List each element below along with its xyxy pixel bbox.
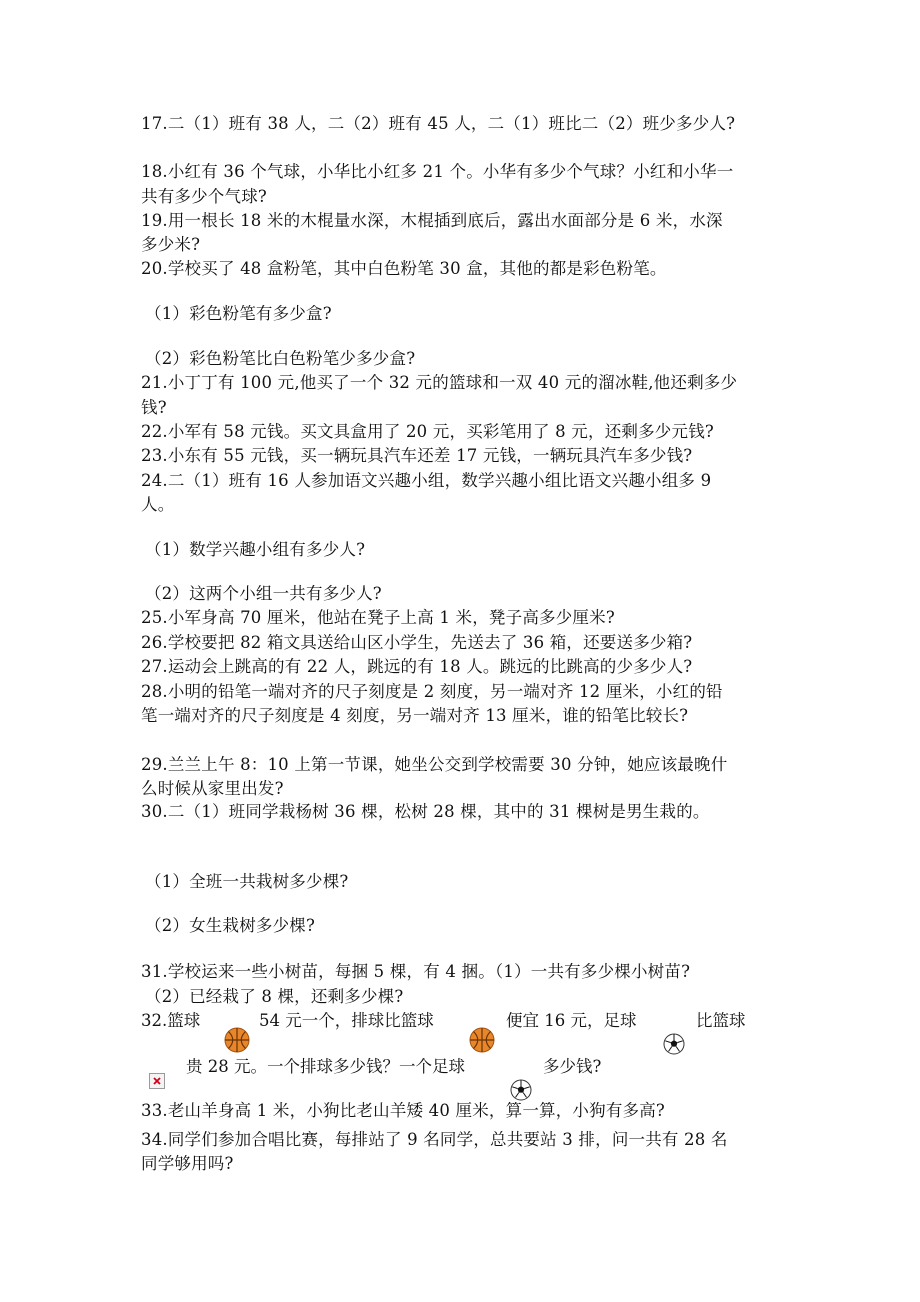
question-18-line-2: 共有多少个气球? (141, 187, 267, 206)
question-32-text-1: 32.篮球 (141, 1011, 201, 1030)
question-19-line-1: 19.用一根长 18 米的木棍量水深，木棍插到底后，露出水面部分是 6 米，水深 (141, 211, 723, 230)
question-31-line-2: （2）已经栽了 8 棵，还剩多少棵? (145, 987, 404, 1006)
question-28-line-2: 笔一端对齐的尺子刻度是 4 刻度，另一端对齐 13 厘米，谁的铅笔比较长? (141, 706, 689, 725)
question-24-part-2: （2）这两个小组一共有多少人? (145, 584, 382, 603)
question-28-line-1: 28.小明的铅笔一端对齐的尺子刻度是 2 刻度，另一端对齐 12 厘米，小红的铅 (141, 682, 723, 701)
question-26: 26.学校要把 82 箱文具送给山区小学生，先送去了 36 箱，还要送多少箱? (141, 633, 693, 652)
question-22: 22.小军有 58 元钱。买文具盒用了 20 元，买彩笔用了 8 元，还剩多少元钱? (141, 422, 714, 441)
question-19-line-2: 多少米? (141, 235, 201, 254)
question-32-text-2: 54 元一个，排球比篮球 (259, 1011, 434, 1030)
question-23: 23.小东有 55 元钱，买一辆玩具汽车还差 17 元钱，一辆玩具汽车多少钱? (141, 446, 693, 465)
question-30-part-1: （1）全班一共栽树多少棵? (145, 872, 349, 891)
question-17: 17.二（1）班有 38 人，二（2）班有 45 人，二（1）班比二（2）班少多少人? (141, 114, 736, 133)
question-21-line-2: 钱? (141, 398, 167, 417)
question-32-text-5: 贵 28 元。一个排球多少钱？一个足球 (186, 1057, 465, 1076)
question-30: 30.二（1）班同学栽杨树 36 棵，松树 28 棵，其中的 31 棵树是男生栽的。 (141, 802, 710, 821)
basketball-icon (469, 1027, 495, 1057)
question-32-text-3: 便宜 16 元，足球 (506, 1011, 637, 1030)
question-24-line-2: 人。 (141, 495, 175, 514)
question-20: 20.学校买了 48 盒粉笔，其中白色粉笔 30 盒，其他的都是彩色粉笔。 (141, 259, 667, 278)
question-21-line-1: 21.小丁丁有 100 元,他买了一个 32 元的篮球和一双 40 元的溜冰鞋,他还剩多少 (141, 373, 738, 392)
question-20-part-1: （1）彩色粉笔有多少盒? (145, 304, 332, 323)
question-30-part-2: （2）女生栽树多少棵? (145, 916, 316, 935)
question-20-part-2: （2）彩色粉笔比白色粉笔少多少盒? (145, 349, 416, 368)
question-29-line-1: 29.兰兰上午 8：10 上第一节课，她坐公交到学校需要 30 分钟，她应该最晚什 (141, 755, 728, 774)
question-25: 25.小军身高 70 厘米，他站在凳子上高 1 米，凳子高多少厘米? (141, 608, 615, 627)
question-29-line-2: 么时候从家里出发? (141, 779, 284, 798)
question-27: 27.运动会上跳高的有 22 人，跳远的有 18 人。跳远的比跳高的少多少人? (141, 657, 693, 676)
soccer-ball-icon (663, 1033, 685, 1059)
basketball-icon (224, 1027, 250, 1057)
question-34-line-1: 34.同学们参加合唱比赛，每排站了 9 名同学，总共要站 3 排，问一共有 28 名 (141, 1130, 728, 1149)
question-32-text-6: 多少钱? (543, 1057, 602, 1076)
broken-image-icon (149, 1073, 165, 1093)
question-24-line-1: 24.二（1）班有 16 人参加语文兴趣小组，数学兴趣小组比语文兴趣小组多 9 (141, 471, 712, 490)
question-33: 33.老山羊身高 1 米，小狗比老山羊矮 40 厘米，算一算，小狗有多高? (141, 1101, 665, 1120)
question-34-line-2: 同学够用吗? (141, 1154, 234, 1173)
question-18-line-1: 18.小红有 36 个气球，小华比小红多 21 个。小华有多少个气球？小红和小华一 (141, 162, 734, 181)
question-32-text-4: 比篮球 (696, 1011, 746, 1030)
question-31-line-1: 31.学校运来一些小树苗，每捆 5 棵，有 4 捆。（1）一共有多少棵小树苗? (141, 962, 691, 981)
question-24-part-1: （1）数学兴趣小组有多少人? (145, 540, 366, 559)
